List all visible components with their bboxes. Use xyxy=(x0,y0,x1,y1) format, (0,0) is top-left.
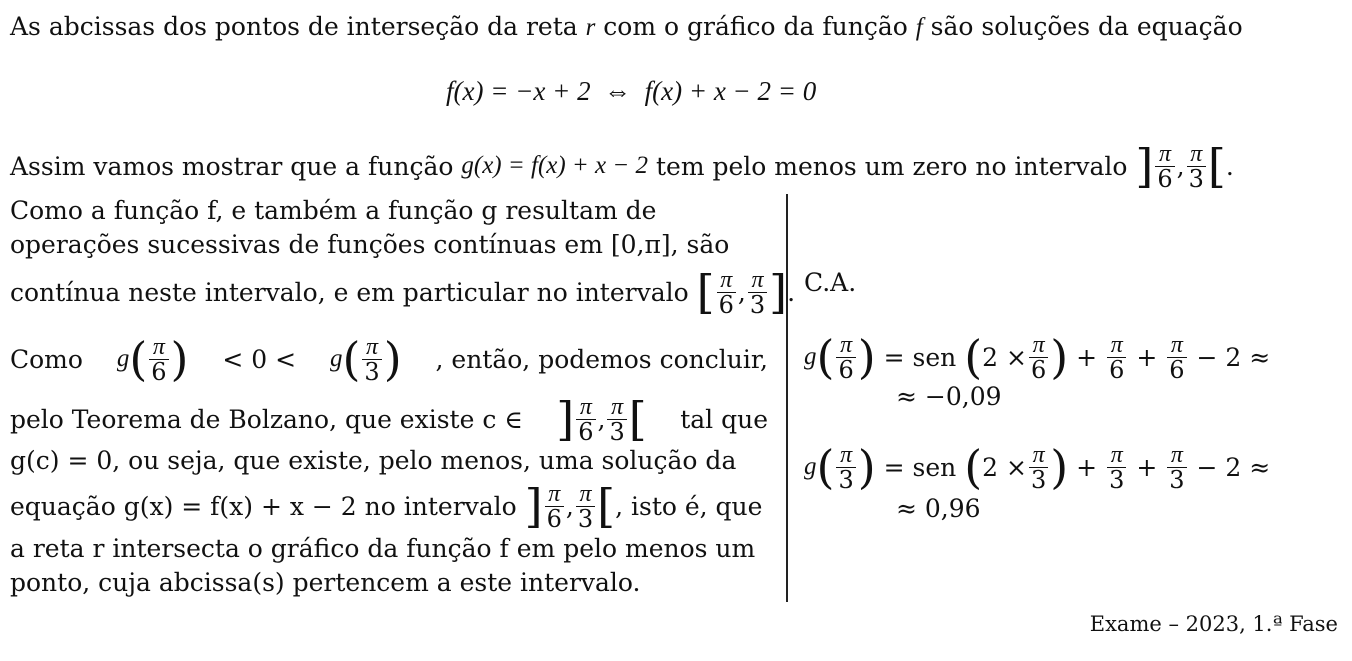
fraction-pi-6 xyxy=(1107,333,1126,382)
open-bracket: ] xyxy=(1135,139,1154,193)
frac-den: 3 xyxy=(364,357,380,386)
fraction-pi-3 xyxy=(362,335,381,384)
plus-sign: + xyxy=(1076,342,1098,372)
fraction-pi-6 xyxy=(1029,333,1048,382)
left-line-3: contínua neste intervalo, e em particular no intervalo [ $\frac{\pi}{6}$ , $\frac{\pi}{3}$ ] . xyxy=(10,265,796,319)
frac-den: 6 xyxy=(1169,355,1185,384)
var-r: r xyxy=(585,14,596,41)
two-times: 2 × xyxy=(982,452,1027,482)
left-text-9: ponto, cuja abcissa(s) pertencem a este intervalo. xyxy=(10,568,641,597)
g-pi3-expr xyxy=(329,332,402,386)
left-line-5 xyxy=(10,390,768,448)
var-f: f xyxy=(915,14,923,41)
fraction-pi-3 xyxy=(1167,443,1186,492)
left-text-7b: , isto é, que xyxy=(615,491,763,521)
paren-open: ( xyxy=(964,330,983,384)
left-text-1: Como a função f, e também a função g resultam de xyxy=(10,196,657,225)
close-bracket: [ xyxy=(628,392,647,446)
close-bracket: [ xyxy=(597,479,616,533)
frac-num: π xyxy=(1155,142,1174,167)
fraction-pi-3 xyxy=(836,443,855,492)
result-1 xyxy=(896,382,1002,411)
frac-num: π xyxy=(576,482,595,507)
paren-open: ( xyxy=(342,332,361,386)
frac-den: 6 xyxy=(838,355,854,384)
frac-num: π xyxy=(1029,443,1048,468)
left-text-2: operações sucessivas de funções contínuas em [0,π], são xyxy=(10,230,730,259)
left-line-7: equação g(x) = f(x) + x − 2 no intervalo ] $\frac{\pi}{6}$ , $\frac{\pi}{3}$ [ , isto é, que xyxy=(10,479,763,533)
equation-right: f(x) + x − 2 = 0 xyxy=(644,76,817,106)
main-equation xyxy=(446,76,816,107)
frac-den: 3 xyxy=(577,504,594,533)
frac-den: 6 xyxy=(151,357,167,386)
fraction-pi-6 xyxy=(836,333,855,382)
frac-num: π xyxy=(545,482,564,507)
two-times: 2 × xyxy=(982,342,1027,372)
left-line-6 xyxy=(10,446,736,475)
paren-open: ( xyxy=(816,440,835,494)
left-line-4 xyxy=(10,328,768,390)
minus-two-approx: − 2 ≈ xyxy=(1196,342,1271,372)
frac-den: 3 xyxy=(838,465,854,494)
frac-den: 6 xyxy=(578,417,594,446)
frac-num: π xyxy=(1167,443,1186,468)
frac-den: 6 xyxy=(1109,355,1125,384)
open-bracket: ] xyxy=(524,479,543,533)
left-text-5a: pelo Teorema de Bolzano, que existe c ∈ xyxy=(10,404,523,434)
fraction-pi-3 xyxy=(576,482,595,531)
plus-sign: + xyxy=(1076,452,1098,482)
iff-symbol: ⇔ xyxy=(604,76,632,106)
paren-close: ) xyxy=(857,440,876,494)
left-line-1 xyxy=(10,196,656,225)
result-2-text: ≈ 0,96 xyxy=(896,494,981,523)
less-than-zero: < 0 < xyxy=(222,344,297,374)
paren-open: ( xyxy=(129,332,148,386)
left-text-4c: , então, podemos concluir, xyxy=(435,344,768,374)
frac-num: π xyxy=(1029,333,1048,358)
fraction-pi-3 xyxy=(1107,443,1126,492)
frac-den: 6 xyxy=(1157,164,1173,193)
frac-den: 3 xyxy=(1109,465,1125,494)
frac-den: 3 xyxy=(1188,164,1204,193)
g-symbol: g xyxy=(804,453,817,480)
paren-close: ) xyxy=(170,332,189,386)
frac-num: π xyxy=(149,335,168,360)
paren-close: ) xyxy=(1050,440,1069,494)
frac-num: π xyxy=(1107,443,1126,468)
intro-text-3: são soluções da equação xyxy=(930,12,1243,41)
frac-num: π xyxy=(1187,142,1206,167)
closed-bracket-close: ] xyxy=(769,265,788,319)
equation-left: f(x) = −x + 2 xyxy=(446,76,591,106)
equals-sen: = sen xyxy=(883,342,957,372)
left-text-5b: tal que xyxy=(680,404,768,434)
equals-sen: = sen xyxy=(883,452,957,482)
left-text-7a: equação g(x) = f(x) + x − 2 no intervalo xyxy=(10,491,517,521)
frac-num: π xyxy=(362,335,381,360)
plus-sign: + xyxy=(1136,342,1158,372)
intro-line xyxy=(10,12,1243,42)
column-divider xyxy=(786,194,788,602)
fraction-pi-3 xyxy=(607,395,626,444)
fraction-pi-6 xyxy=(149,335,168,384)
ca-label xyxy=(804,268,856,297)
frac-den: 6 xyxy=(1030,355,1047,384)
g-symbol: g xyxy=(116,345,130,372)
left-text-3: contínua neste intervalo, e em particular no intervalo xyxy=(10,277,689,307)
g-pi6-expr xyxy=(116,332,189,386)
frac-num: π xyxy=(836,443,855,468)
frac-den: 3 xyxy=(609,417,625,446)
paren-close: ) xyxy=(1050,330,1069,384)
frac-den: 6 xyxy=(718,290,734,319)
frac-num: π xyxy=(607,395,626,420)
ca-text: C.A. xyxy=(804,268,857,297)
intro-text-1: As abcissas dos pontos de interseção da reta xyxy=(10,12,578,41)
minus-two-approx: − 2 ≈ xyxy=(1196,452,1271,482)
frac-den: 3 xyxy=(749,290,766,319)
g-symbol: g xyxy=(329,345,343,372)
paren-open: ( xyxy=(816,330,835,384)
assim-line: Assim vamos mostrar que a função g(x) = f(x) + x − 2 tem pelo menos um zero no intervalo ] $\frac{\pi}{6}$ , $\frac{\pi}{3}$ [ . xyxy=(10,139,1234,193)
result-2 xyxy=(896,494,981,523)
fraction-pi-6 xyxy=(545,482,564,531)
paren-open: ( xyxy=(964,440,983,494)
paren-close: ) xyxy=(383,332,402,386)
left-line-9 xyxy=(10,568,640,597)
frac-den: 3 xyxy=(1030,465,1047,494)
frac-den: 3 xyxy=(1169,465,1185,494)
left-text-8: a reta r intersecta o gráfico da função f em pelo menos um xyxy=(10,534,756,563)
footer-text: Exame – 2023, 1.ª Fase xyxy=(1089,612,1338,636)
closed-bracket-open: [ xyxy=(696,265,715,319)
fraction-pi-6 xyxy=(576,395,595,444)
intro-text-2: com o gráfico da função xyxy=(603,12,908,41)
open-bracket: ] xyxy=(556,392,575,446)
fraction-pi-3 xyxy=(1187,142,1206,191)
fraction-pi-6 xyxy=(1155,142,1174,191)
frac-num: π xyxy=(1167,333,1186,358)
g-definition: g(x) = f(x) + x − 2 xyxy=(461,152,649,179)
frac-num: π xyxy=(836,333,855,358)
assim-text-1: Assim vamos mostrar que a função xyxy=(10,151,454,181)
fraction-pi-3 xyxy=(1029,443,1048,492)
left-text-6: g(c) = 0, ou seja, que existe, pelo menos, uma solução da xyxy=(10,446,737,475)
fraction-pi-6 xyxy=(717,268,736,317)
frac-num: π xyxy=(748,268,767,293)
left-text-4a: Como xyxy=(10,344,83,374)
fraction-pi-6 xyxy=(1167,333,1186,382)
frac-num: π xyxy=(576,395,595,420)
close-bracket: [ xyxy=(1207,139,1226,193)
exam-footer xyxy=(1090,612,1338,636)
result-1-text: ≈ −0,09 xyxy=(896,382,1002,411)
assim-text-2: tem pelo menos um zero no intervalo xyxy=(655,151,1128,181)
left-line-8 xyxy=(10,534,755,563)
g-symbol: g xyxy=(804,343,817,370)
frac-den: 6 xyxy=(546,504,562,533)
fraction-pi-3 xyxy=(748,268,767,317)
frac-num: π xyxy=(717,268,736,293)
open-interval: ] $\frac{\pi}{6}$ , $\frac{\pi}{3}$ [ xyxy=(556,392,647,446)
paren-close: ) xyxy=(857,330,876,384)
calc-g-pi6 xyxy=(804,326,1270,388)
frac-num: π xyxy=(1107,333,1126,358)
plus-sign: + xyxy=(1136,452,1158,482)
left-line-2 xyxy=(10,230,729,259)
calc-g-pi3 xyxy=(804,436,1270,498)
